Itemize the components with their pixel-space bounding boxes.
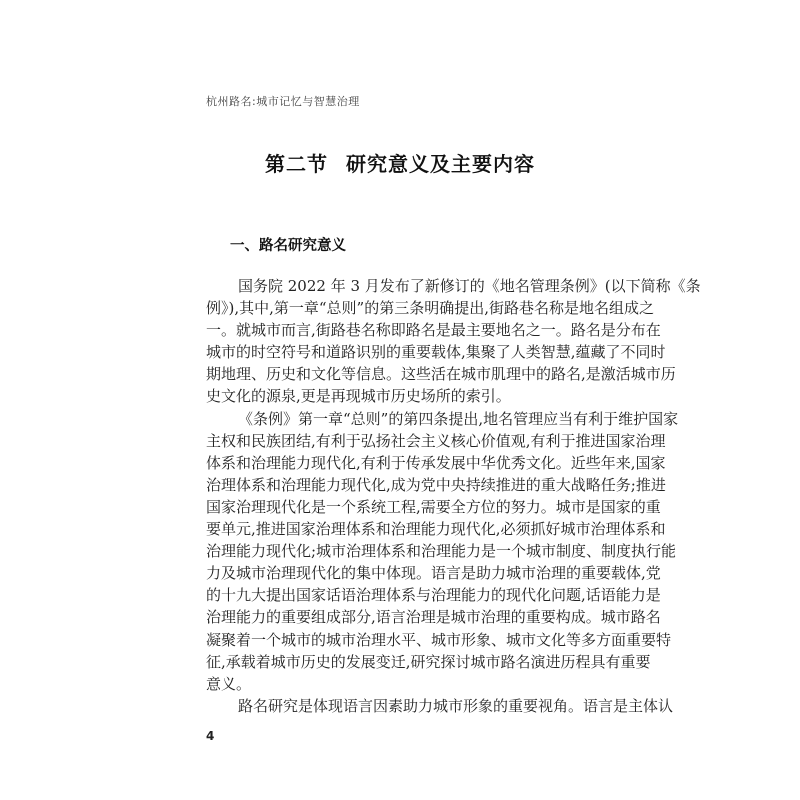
body-text	[206, 275, 701, 717]
text-line: 体系和治理能力现代化,有利于传承发展中华优秀文化。近些年来,国家	[206, 453, 666, 472]
section-title	[0, 148, 800, 177]
paragraph-1	[206, 275, 701, 408]
running-head: 杭州路名:城市记忆与智慧治理	[206, 95, 360, 108]
text-line: 要单元,推进国家治理体系和治理能力现代化,必须抓好城市治理体系和	[206, 520, 666, 539]
text-line: 意义。	[206, 674, 252, 693]
text-line: 治理体系和治理能力现代化,成为党中央持续推进的重大战略任务;推进	[206, 475, 666, 494]
text-line: 《条例》第一章“总则”的第四条提出,地名管理应当有利于维护国家	[238, 409, 679, 428]
text-line: 治理能力现代化;城市治理体系和治理能力是一个城市制度、制度执行能	[206, 542, 677, 561]
text-line: 史文化的源泉,更是再现城市历史场所的索引。	[206, 387, 511, 406]
text-line: 凝聚着一个城市的城市治理水平、城市形象、城市文化等多方面重要特	[206, 630, 672, 649]
paragraph-2	[206, 408, 679, 695]
page-number: 4	[206, 729, 215, 743]
text-line: 国务院 2022 年 3 月发布了新修订的《地名管理条例》(以下简称《条	[238, 277, 701, 295]
section-number: 第二节	[265, 152, 328, 176]
text-line: 征,承载着城市历史的发展变迁,研究探讨城市路名演进历程具有重要	[206, 652, 651, 671]
text-line: 期地理、历史和文化等信息。这些活在城市肌理中的路名,是激活城市历	[206, 365, 676, 384]
text-line: 主权和民族团结,有利于弘扬社会主义核心价值观,有利于推进国家治理	[206, 431, 666, 450]
text-line: 例》),其中,第一章“总则”的第三条明确提出,街路巷名称是地名组成之	[206, 299, 654, 318]
subheading: 一、路名研究意义	[230, 238, 346, 254]
paragraph-3	[206, 695, 674, 717]
text-line: 路名研究是体现语言因素助力城市形象的重要视角。语言是主体认	[238, 696, 674, 715]
text-line: 的十九大提出国家话语治理体系与治理能力的现代化问题,话语能力是	[206, 586, 661, 605]
section-title-text: 研究意义及主要内容	[346, 152, 535, 176]
text-line: 一。就城市而言,街路巷名称即路名是最主要地名之一。路名是分布在	[206, 321, 661, 340]
text-line: 城市的时空符号和道路识别的重要载体,集聚了人类智慧,蕴藏了不同时	[206, 343, 666, 362]
text-line: 治理能力的重要组成部分,语言治理是城市治理的重要构成。城市路名	[206, 608, 661, 627]
text-line: 力及城市治理现代化的集中体现。语言是助力城市治理的重要载体,党	[206, 564, 661, 583]
text-line: 国家治理现代化是一个系统工程,需要全方位的努力。城市是国家的重	[206, 497, 661, 516]
